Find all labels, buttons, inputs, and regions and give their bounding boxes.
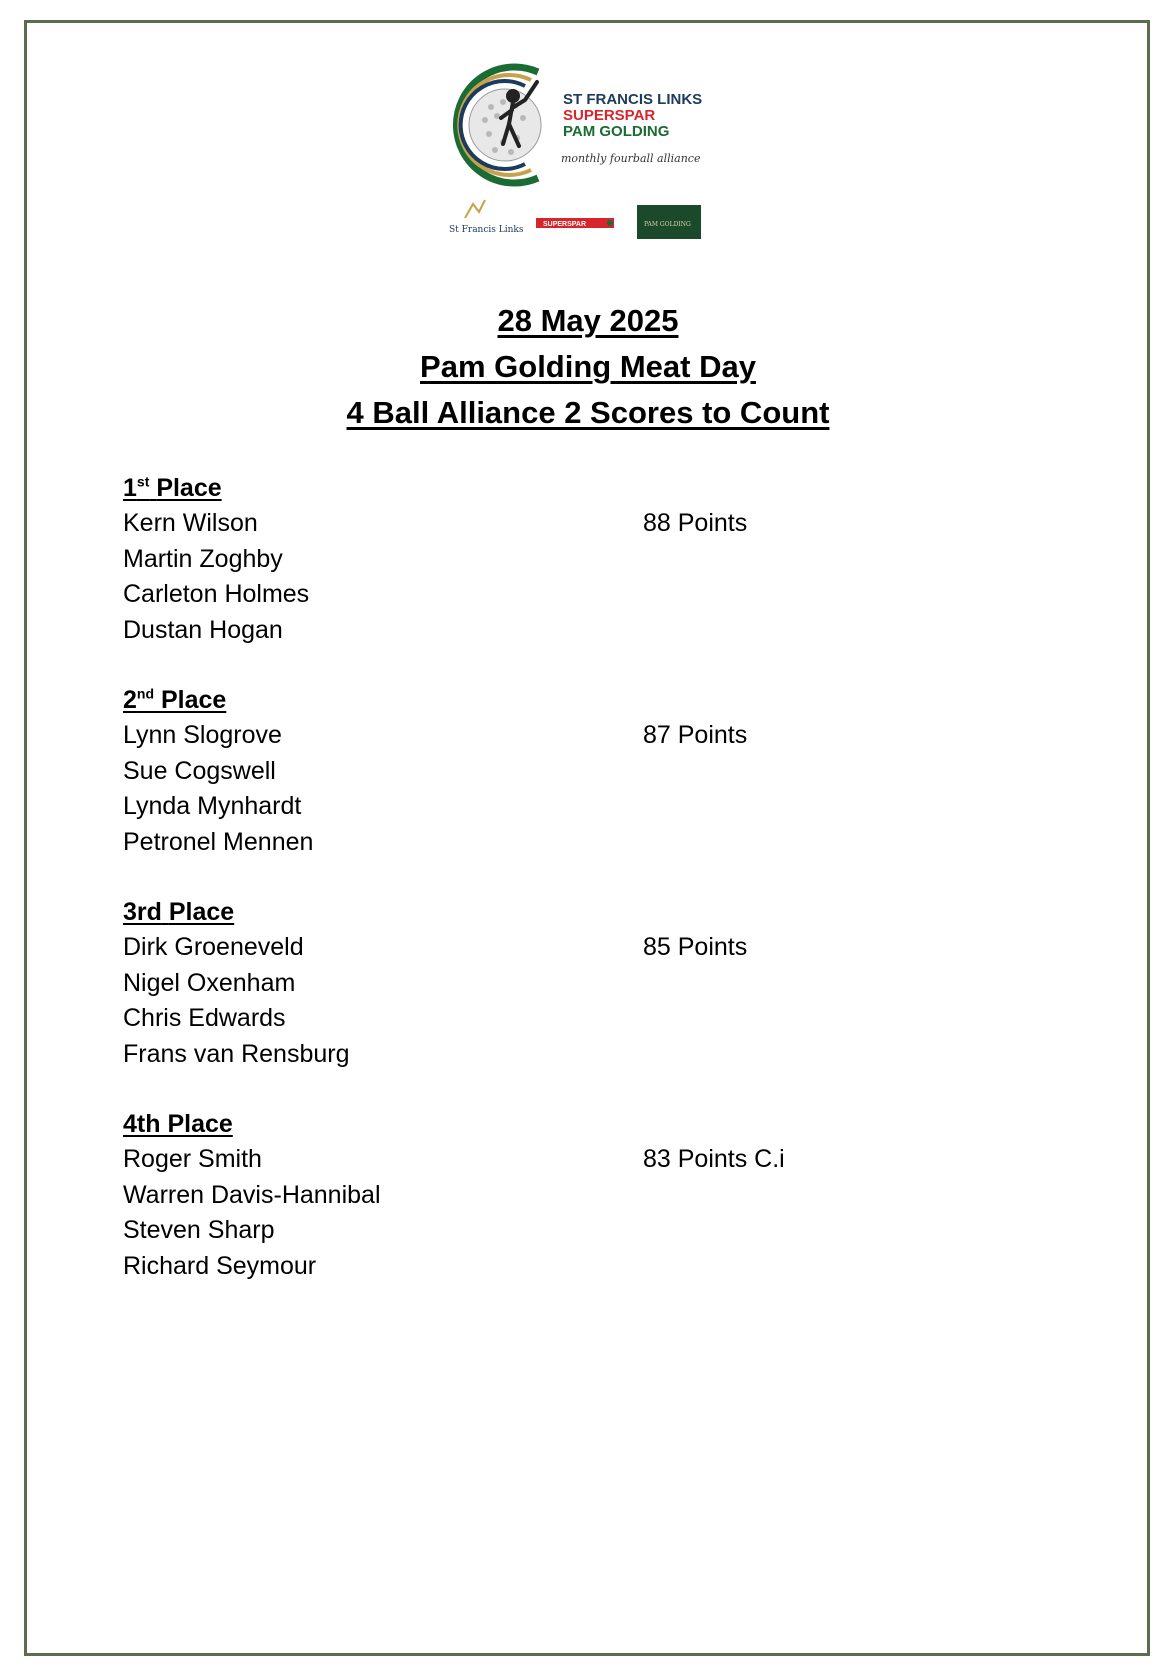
- logo-line1: ST FRANCIS LINKS: [563, 91, 703, 108]
- player-name: Martin Zoghby: [123, 544, 283, 573]
- title-block: [0, 298, 1176, 436]
- player-row: [123, 825, 1023, 861]
- player-name: Carleton Holmes: [123, 580, 310, 608]
- player-row: [123, 1178, 1023, 1214]
- player-name: Frans van Rensburg: [123, 1039, 350, 1068]
- player-name: Sue Cogswell: [123, 756, 276, 785]
- results-list: [123, 470, 1023, 1318]
- place-4: [123, 1106, 1023, 1284]
- team-points: 88 Points: [643, 509, 748, 537]
- event-date: 28 May 2025: [497, 303, 679, 338]
- st-francis-links-logo: [433, 52, 743, 262]
- sponsor-st-francis-links: St Francis Links: [449, 225, 524, 235]
- place-heading: 3rd Place: [123, 898, 235, 926]
- player-row: [123, 966, 1023, 1002]
- place-1: [123, 470, 1023, 648]
- player-name: Lynda Mynhardt: [123, 792, 302, 820]
- player-name: Dustan Hogan: [123, 615, 283, 644]
- player-name: Petronel Mennen: [123, 827, 314, 856]
- player-name: Kern Wilson: [123, 509, 258, 537]
- player-row: [123, 754, 1023, 790]
- place-heading: 4th Place: [123, 1110, 233, 1138]
- player-name: Roger Smith: [123, 1145, 262, 1173]
- place-3: [123, 894, 1023, 1072]
- player-name: Warren Davis-Hannibal: [123, 1180, 381, 1209]
- player-row: [123, 718, 1023, 754]
- player-name: Steven Sharp: [123, 1216, 275, 1244]
- player-name: Richard Seymour: [123, 1251, 317, 1280]
- player-row: [123, 1142, 1023, 1178]
- place-2: [123, 682, 1023, 860]
- event-name: Pam Golding Meat Day: [420, 349, 756, 384]
- player-row: [123, 542, 1023, 578]
- team-points: 87 Points: [643, 721, 748, 749]
- logo-line3: PAM GOLDING: [563, 123, 670, 140]
- player-row: [123, 506, 1023, 542]
- player-name: Dirk Groeneveld: [123, 933, 304, 961]
- player-name: Lynn Slogrove: [123, 721, 282, 749]
- player-name: Nigel Oxenham: [123, 968, 296, 997]
- player-row: [123, 1249, 1023, 1285]
- player-row: [123, 789, 1023, 825]
- player-row: [123, 1037, 1023, 1073]
- logo-tagline: monthly fourball alliance: [561, 152, 701, 165]
- player-row: [123, 930, 1023, 966]
- player-row: [123, 1001, 1023, 1037]
- team-points: 83 Points C.i: [643, 1145, 785, 1173]
- place-heading: 2nd Place: [123, 685, 227, 714]
- player-name: Chris Edwards: [123, 1004, 286, 1032]
- player-row: [123, 1213, 1023, 1249]
- player-row: [123, 613, 1023, 649]
- player-row: [123, 577, 1023, 613]
- sponsor-superspar: SUPERSPAR: [543, 221, 587, 228]
- team-points: 85 Points: [643, 933, 748, 961]
- sponsor-pam-golding: PAM GOLDING: [644, 221, 691, 228]
- place-heading: 1st Place: [123, 473, 222, 502]
- event-format: 4 Ball Alliance 2 Scores to Count: [346, 395, 830, 430]
- logo-line2: SUPERSPAR: [563, 107, 656, 124]
